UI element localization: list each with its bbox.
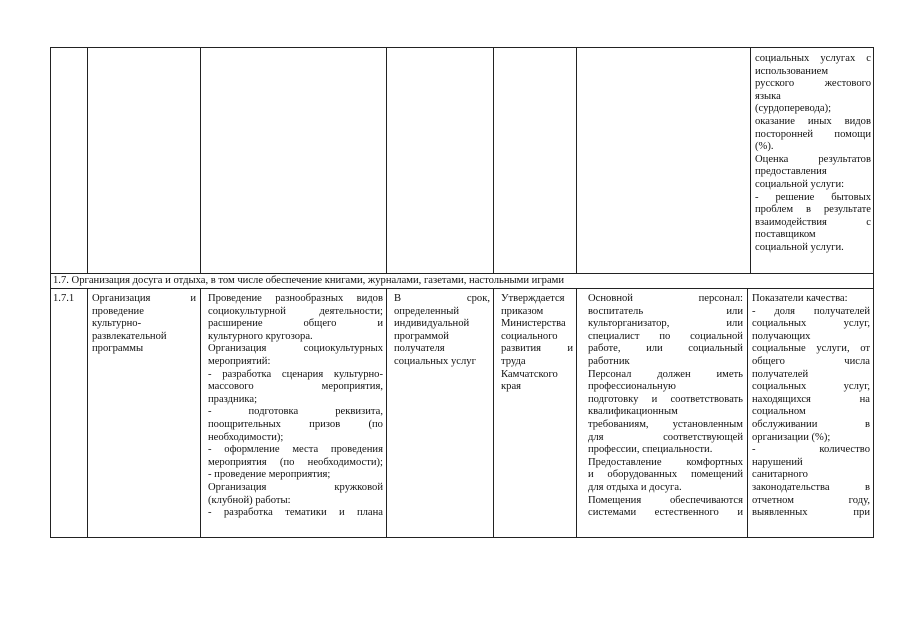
text-line: мероприятий:: [208, 355, 271, 367]
text-line: Персонал должен иметь: [588, 368, 743, 380]
service-content-cell: [208, 293, 383, 536]
text-line: - доля получателей: [752, 305, 870, 317]
text-line: системами естественного и: [588, 507, 743, 519]
text-line: проблем в результате: [755, 204, 871, 216]
service-term-cell: [394, 293, 490, 536]
text-line: требованиям, установленным: [588, 418, 743, 430]
text-line: Министерства: [501, 318, 566, 330]
text-line: оказание иных видов: [755, 115, 871, 127]
text-line: воспитатель или: [588, 305, 743, 317]
text-line: В срок,: [394, 293, 490, 304]
col-border: [386, 47, 387, 273]
col-border: [493, 47, 494, 273]
col-border: [747, 288, 748, 538]
text-line: социальные услуги, от: [752, 343, 870, 355]
text-line: работник: [588, 355, 630, 367]
text-line: проведение: [92, 305, 144, 317]
text-line: Организация кружковой: [208, 481, 383, 493]
text-line: необходимости);: [208, 431, 284, 443]
service-name-cell: [92, 293, 196, 536]
text-line: профессии, специальности.: [588, 444, 713, 456]
text-line: отчетном году,: [752, 494, 870, 506]
text-line: развития и: [501, 343, 573, 355]
table-bottom-border: [50, 537, 874, 538]
text-line: Основной персонал:: [588, 293, 743, 304]
text-line: получателей: [752, 368, 809, 380]
indicators-cell: [752, 293, 870, 536]
section-header-text: 1.7. Организация досуга и отдыха, в том числе обеспечение книгами, журналами, газетами, настольными играми: [53, 275, 565, 286]
text-line: края: [501, 381, 522, 393]
text-line: нарушений: [752, 456, 803, 468]
text-line: Показатели качества:: [752, 293, 848, 304]
text-line: социальном: [752, 406, 806, 418]
section-header: [53, 275, 871, 289]
text-line: находящихся на: [752, 393, 870, 405]
text-line: специалист по социальной: [588, 330, 743, 342]
text-line: получающих: [752, 330, 811, 342]
col-border: [750, 47, 751, 273]
text-line: социальных услуг,: [752, 318, 870, 330]
text-line: организации (%);: [752, 431, 831, 443]
text-line: массового мероприятия,: [208, 381, 383, 393]
text-line: общего числа: [752, 355, 870, 367]
text-line: поставщиком: [755, 229, 816, 241]
text-line: мероприятия (по необходимости);: [208, 456, 383, 468]
row-number: 1.7.1: [53, 293, 75, 304]
text-line: культурно-: [92, 318, 142, 330]
text-line: Помещения обеспечиваются: [588, 494, 743, 506]
text-line: культорганизатор, или: [588, 318, 743, 330]
text-line: приказом: [501, 305, 544, 317]
col-border: [493, 288, 494, 538]
col-border: [200, 47, 201, 273]
approval-cell: [501, 293, 573, 536]
text-line: социальных услуг: [394, 355, 476, 367]
text-line: программой: [394, 330, 449, 342]
col-border: [87, 288, 88, 538]
col-border: [50, 47, 51, 538]
col-border: [873, 47, 874, 538]
text-line: Организация социокультурных: [208, 343, 383, 355]
text-line: - проведение мероприятия;: [208, 469, 331, 481]
text-line: законодательства в: [752, 481, 870, 493]
text-line: социального: [501, 330, 558, 342]
text-line: поощрительных призов (по: [208, 418, 383, 430]
text-line: расширение общего и: [208, 318, 383, 330]
text-line: (сурдоперевода);: [755, 103, 832, 115]
text-line: Проведение разнообразных видов: [208, 293, 383, 304]
text-line: работе, или социальный: [588, 343, 743, 355]
text-line: - разработка сценария культурно-: [208, 368, 383, 380]
text-line: программы: [92, 343, 144, 355]
text-line: определенный: [394, 305, 460, 317]
text-line: индивидуальной: [394, 318, 470, 330]
text-line: посторонней помощи: [755, 128, 871, 140]
text-line: - количество: [752, 444, 870, 456]
row-number-cell: [53, 293, 86, 309]
text-line: Предоставление комфортных: [588, 456, 743, 468]
section-header-top-border: [50, 273, 874, 274]
text-line: - оформление места проведения: [208, 444, 383, 456]
text-line: труда: [501, 355, 526, 367]
text-line: для отдыха и досуга.: [588, 481, 682, 493]
text-line: обслуживании в: [752, 418, 870, 430]
text-line: использованием: [755, 65, 829, 77]
text-line: получателя: [394, 343, 445, 355]
text-line: социальных услуг,: [752, 381, 870, 393]
text-line: - подготовка реквизита,: [208, 406, 383, 418]
text-line: взаимодействия с: [755, 216, 871, 228]
text-line: культурного кругозора.: [208, 330, 313, 342]
text-line: квалификационным: [588, 406, 678, 418]
col-border: [87, 47, 88, 273]
text-line: предоставления: [755, 166, 827, 178]
text-line: (%).: [755, 141, 774, 153]
text-line: социальной услуги:: [755, 178, 845, 190]
col-border: [386, 288, 387, 538]
text-line: социокультурной деятельности;: [208, 305, 383, 317]
text-line: Организация и: [92, 293, 196, 304]
conditions-cell: [588, 293, 743, 536]
text-line: праздника;: [208, 393, 258, 405]
text-line: языка: [755, 90, 781, 102]
text-line: профессиональную: [588, 381, 676, 393]
text-line: (клубной) работы:: [208, 494, 291, 506]
text-line: социальной услуги.: [755, 241, 844, 253]
text-line: и оборудованных помещений: [588, 469, 743, 481]
col-border: [576, 47, 577, 273]
indicators-continued-cell: [755, 53, 871, 273]
col-border: [576, 288, 577, 538]
text-line: Оценка результатов: [755, 153, 871, 165]
text-line: Камчатского: [501, 368, 558, 380]
text-line: социальных услугах с: [755, 53, 871, 64]
col-border: [200, 288, 201, 538]
text-line: подготовку и соответствовать: [588, 393, 743, 405]
text-line: Утверждается: [501, 293, 565, 304]
text-line: - решение бытовых: [755, 191, 871, 203]
text-line: санитарного: [752, 469, 808, 481]
text-line: выявленных при: [752, 507, 870, 519]
text-line: - разработка тематики и плана: [208, 507, 383, 519]
text-line: развлекательной: [92, 330, 167, 342]
text-line: русского жестового: [755, 78, 871, 90]
text-line: для соответствующей: [588, 431, 743, 443]
